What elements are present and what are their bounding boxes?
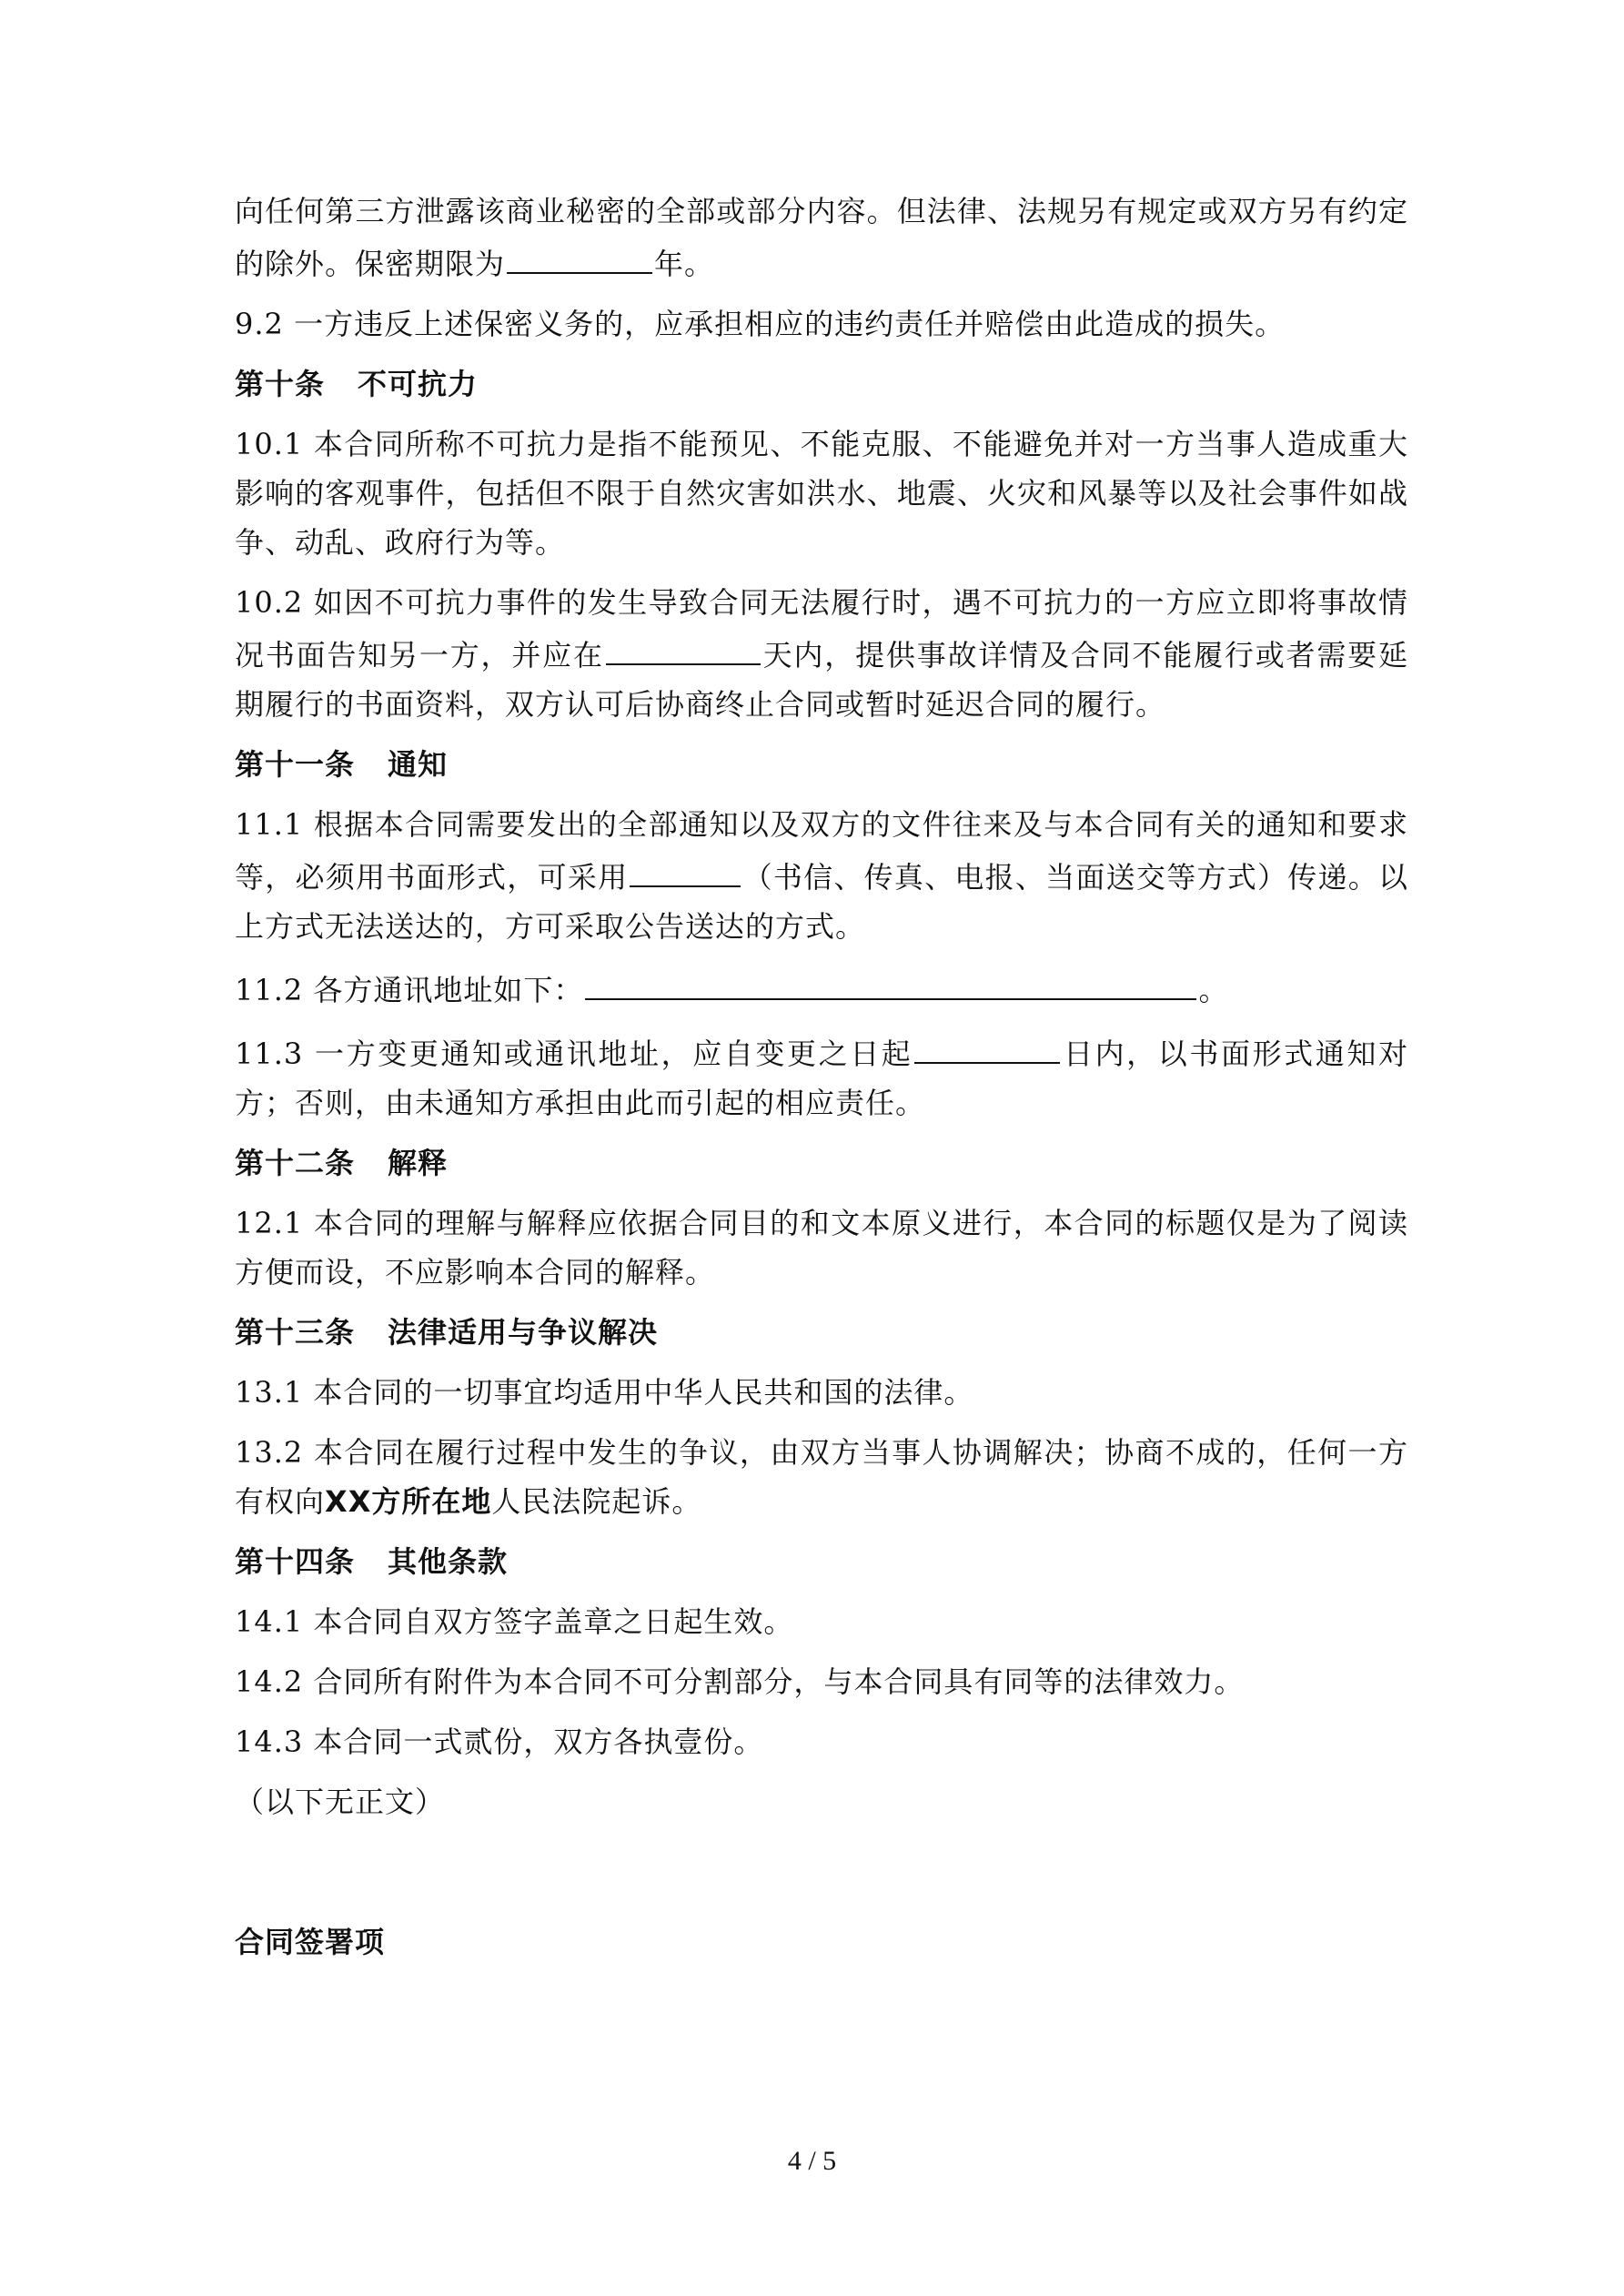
force-majeure-days-blank[interactable] <box>606 627 761 665</box>
clause-13-1: 13.1 本合同的一切事宜均适用中华人民共和国的法律。 <box>235 1375 974 1410</box>
no-further-text-note: （以下无正文） <box>235 1785 446 1819</box>
article-13-heading: 第十三条 法律适用与争议解决 <box>235 1315 659 1350</box>
article-14-heading: 第十四条 其他条款 <box>235 1544 509 1579</box>
clause-14-1: 14.1 本合同自双方签字盖章之日起生效。 <box>235 1604 794 1639</box>
article-11-heading: 第十一条 通知 <box>235 747 449 782</box>
confidentiality-period-blank[interactable] <box>507 236 652 274</box>
court-location-text: XX方所在地 <box>325 1484 492 1519</box>
signing-section-heading: 合同签署项 <box>235 1925 386 1959</box>
clause-10-2: 10.2 如因不可抗力事件的发生导致合同无法履行时，遇不可抗力的一方应立即将事故情况书面告知另一方，并应在 天内，提供事故详情及合同不能履行或者需要延期履行的书面资料，双方认可后协商终止合同或暂时延迟合同的履行。 <box>235 585 1408 722</box>
clause-11-1: 11.1 根据本合同需要发出的全部通知以及双方的文件往来及与本合同有关的通知和要求等，必须用书面形式，可采用 （书信、传真、电报、当面送交等方式）传递。以上方式无法送达的，方可采取公告送达的方式。 <box>235 807 1408 944</box>
clause-13-2: 13.2 本合同在履行过程中发生的争议，由双方当事人协调解决；协商不成的，任何一方有权向XX方所在地人民法院起诉。 <box>235 1435 1408 1519</box>
clause-11-3: 11.3 一方变更通知或通讯地址，应自变更之日起 日内，以书面形式通知对方；否则，由未通知方承担由此而引起的相应责任。 <box>235 1026 1408 1128</box>
change-notice-days-blank[interactable] <box>914 1026 1060 1064</box>
clause-9-1-continuation: 向任何第三方泄露该商业秘密的全部或部分内容。但法律、法规另有规定或双方另有约定的除外。保密期限为 年。 <box>235 194 1408 281</box>
document-body <box>235 187 1408 1977</box>
clause-14-3: 14.3 本合同一式贰份，双方各执壹份。 <box>235 1725 764 1759</box>
page-number: 4 / 5 <box>787 2146 837 2176</box>
clause-11-2: 11.2 各方通讯地址如下： 。 <box>235 962 1408 1015</box>
notice-method-blank[interactable] <box>630 849 741 887</box>
article-10-heading: 第十条 不可抗力 <box>235 367 479 401</box>
address-blank[interactable] <box>585 962 1196 1000</box>
clause-14-2: 14.2 合同所有附件为本合同不可分割部分，与本合同具有同等的法律效力。 <box>235 1664 1245 1699</box>
clause-9-2: 9.2 一方违反上述保密义务的，应承担相应的违约责任并赔偿由此造成的损失。 <box>235 307 1286 341</box>
clause-10-1: 10.1 本合同所称不可抗力是指不能预见、不能克服、不能避免并对一方当事人造成重大影响的客观事件，包括但不限于自然灾害如洪水、地震、火灾和风暴等以及社会事件如战争、动乱、政府行为等。 <box>235 427 1408 560</box>
clause-12-1: 12.1 本合同的理解与解释应依据合同目的和文本原义进行，本合同的标题仅是为了阅读方便而设，不应影响本合同的解释。 <box>235 1206 1408 1290</box>
article-12-heading: 第十二条 解释 <box>235 1146 449 1180</box>
